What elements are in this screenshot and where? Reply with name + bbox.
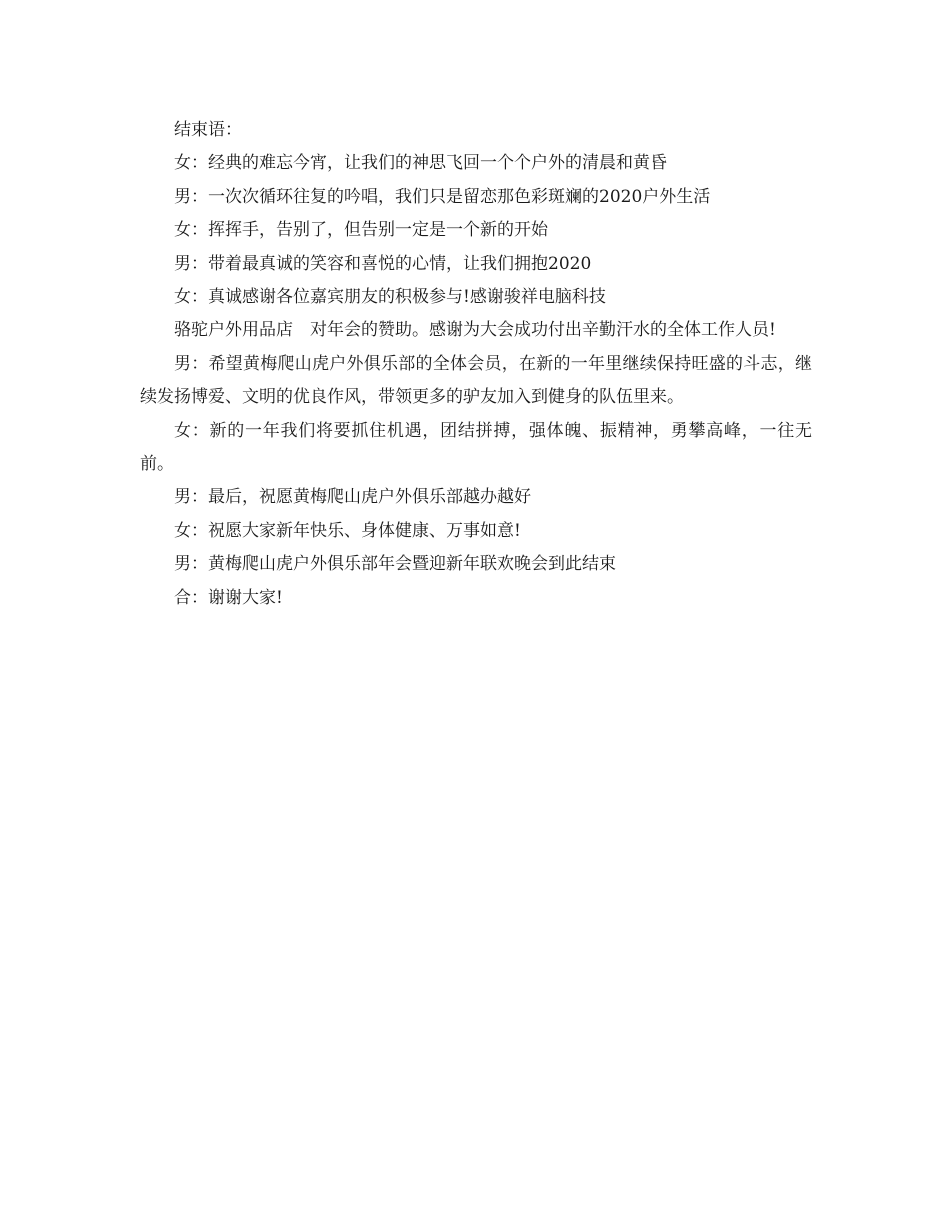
dialogue-line: 男：一次次循环往复的吟唱，我们只是留恋那色彩斑斓的2020户外生活 xyxy=(174,186,711,207)
dialogue-line: 女：祝愿大家新年快乐、身体健康、万事如意! xyxy=(174,520,521,541)
dialogue-line: 女：新的一年我们将要抓住机遇，团结拼搏，强体魄、振精神，勇攀高峰，一往无前。 xyxy=(140,420,812,475)
dialogue-line: 骆驼户外用品店 对年会的赞助。感谢为大会成功付出辛勤汗水的全体工作人员! xyxy=(174,320,776,341)
dialogue-line: 男：带着最真诚的笑容和喜悦的心情，让我们拥抱2020 xyxy=(174,253,592,274)
dialogue-line: 女：挥挥手，告别了，但告别一定是一个新的开始 xyxy=(174,220,548,241)
closing-heading: 结束语： xyxy=(174,120,242,140)
dialogue-line: 男：希望黄梅爬山虎户外俱乐部的全体会员，在新的一年里继续保持旺盛的斗志，继续发扬博爱、文明的优良作风，带领更多的驴友加入到健身的队伍里来。 xyxy=(140,353,812,408)
dialogue-line: 合：谢谢大家! xyxy=(174,587,283,608)
dialogue-line: 男：最后，祝愿黄梅爬山虎户外俱乐部越办越好 xyxy=(174,487,531,508)
dialogue-line: 男：黄梅爬山虎户外俱乐部年会暨迎新年联欢晚会到此结束 xyxy=(174,554,616,575)
dialogue-line: 女：经典的难忘今宵，让我们的神思飞回一个个户外的清晨和黄昏 xyxy=(174,153,667,174)
document-page xyxy=(140,114,812,615)
dialogue-line: 女：真诚感谢各位嘉宾朋友的积极参与!感谢骏祥电脑科技 xyxy=(174,287,606,308)
